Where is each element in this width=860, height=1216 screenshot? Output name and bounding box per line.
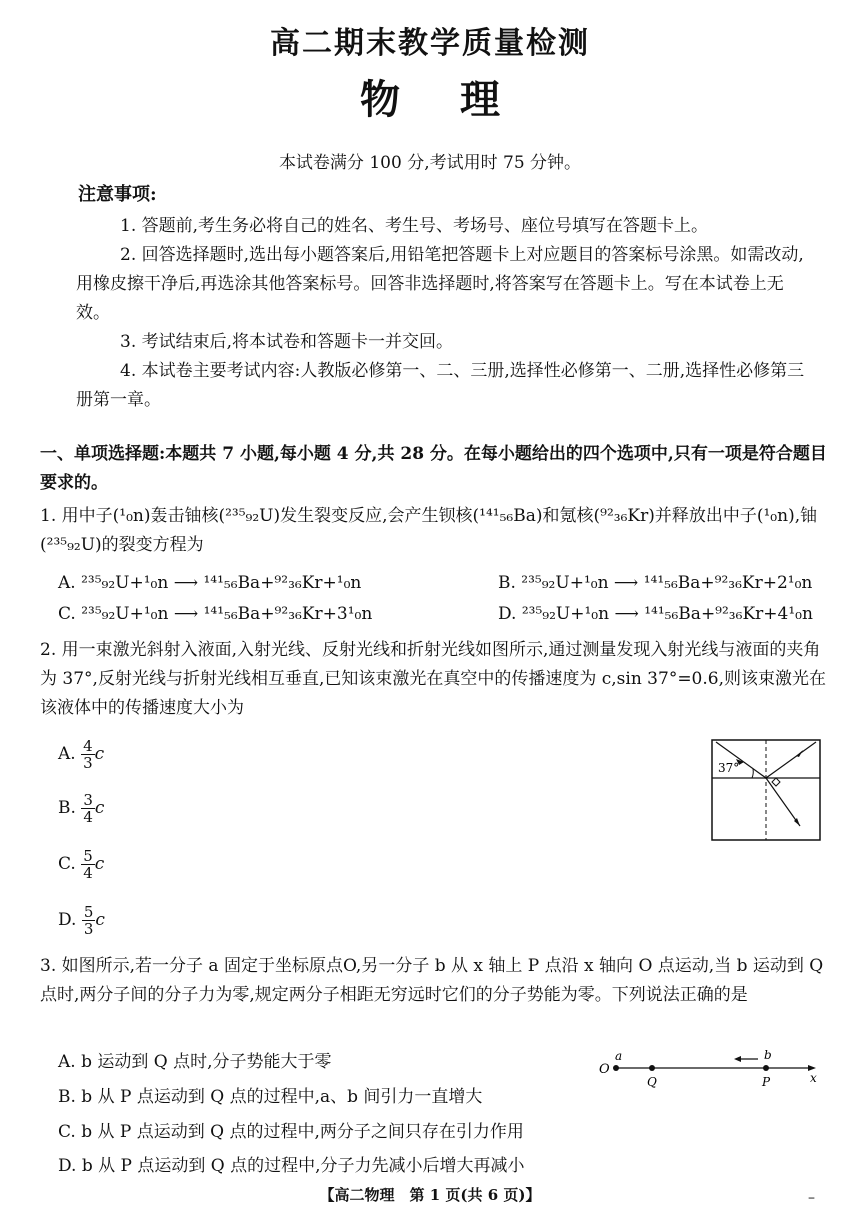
note-item: 4. 本试卷主要考试内容:人教版必修第一、二、三册,选择性必修第一、二册,选择性必修第三册第一章。: [76, 361, 805, 410]
corner-mark: –: [808, 1190, 815, 1206]
origin-label: O: [599, 1062, 610, 1077]
notes-heading: 注意事项:: [78, 184, 157, 205]
molecule-a: [613, 1065, 619, 1071]
speed-symbol: c: [95, 910, 105, 930]
motion-arrow-icon: [734, 1056, 741, 1062]
q3-option-b: B. b 从 P 点运动到 Q 点的过程中,a、b 间引力一直增大: [58, 1087, 483, 1107]
option-letter: D.: [58, 910, 77, 930]
q1-option-c: C. ²³⁵₉₂U+¹₀n ⟶ ¹⁴¹₅₆Ba+⁹²₃₆Kr+3¹₀n: [58, 604, 373, 624]
molecule-b-label: b: [764, 1048, 772, 1062]
angle-arc: [752, 769, 753, 778]
speed-symbol: c: [94, 798, 105, 818]
fraction: [82, 904, 96, 937]
numerator: 5: [83, 847, 93, 865]
angle-label: 37°: [718, 761, 740, 775]
numerator: 4: [83, 737, 93, 755]
q2-option-c: [58, 848, 104, 881]
numerator: 3: [83, 791, 93, 809]
q2-option-a: [58, 738, 104, 771]
q1-option-a: A. ²³⁵₉₂U+¹₀n ⟶ ¹⁴¹₅₆Ba+⁹²₃₆Kr+¹₀n: [58, 573, 362, 593]
page-footer: 【高二物理 第 1 页(共 6 页)】: [319, 1186, 541, 1204]
reflected-arrow-icon: [796, 750, 803, 757]
q3-stem: 3. 如图所示,若一分子 a 固定于坐标原点O,另一分子 b 从 x 轴上 P 点沿 x 轴向 O 点运动,当 b 运动到 Q 点时,两分子间的分子力为零,规定两分子相距无穷远时它们的分子势能为零。下列说法正确的是: [40, 956, 824, 1005]
subject-title: 物理: [360, 76, 560, 123]
refracted-ray: [766, 778, 800, 826]
note-item: 3. 考试结束后,将本试卷和答题卡一并交回。: [120, 332, 454, 352]
fraction: [81, 792, 95, 825]
point-p-label: P: [762, 1075, 771, 1089]
x-axis-label: x: [810, 1071, 817, 1085]
q1-option-d: D. ²³⁵₉₂U+¹₀n ⟶ ¹⁴¹₅₆Ba+⁹²₃₆Kr+4¹₀n: [498, 604, 813, 624]
point-q: [649, 1065, 655, 1071]
denominator: 4: [83, 864, 93, 882]
option-letter: A.: [58, 744, 76, 764]
note-item: 2. 回答选择题时,选出每小题答案后,用铅笔把答题卡上对应题目的答案标号涂黑。如需改动,用橡皮擦干净后,再选涂其他答案标号。回答非选择题时,将答案写在答题卡上。写在本试卷上无效。: [76, 245, 804, 323]
q2-option-d: [58, 904, 105, 937]
point-q-label: Q: [647, 1075, 657, 1089]
exam-info: 本试卷满分 100 分,考试用时 75 分钟。: [278, 153, 582, 173]
denominator: 3: [83, 920, 94, 938]
section-heading: 一、单项选择题:本题共 7 小题,每小题 4 分,共 28 分。在每小题给出的四个选项中,只有一项是符合题目要求的。: [40, 444, 827, 493]
q3-option-c: C. b 从 P 点运动到 Q 点的过程中,两分子之间只存在引力作用: [58, 1122, 524, 1142]
molecule-a-label: a: [615, 1049, 623, 1063]
denominator: 4: [83, 808, 93, 826]
fraction: [81, 848, 95, 881]
denominator: 3: [83, 754, 93, 772]
note-item: 1. 答题前,考生务必将自己的姓名、考生号、考场号、座位号填写在答题卡上。: [120, 216, 709, 236]
q1-option-b: B. ²³⁵₉₂U+¹₀n ⟶ ¹⁴¹₅₆Ba+⁹²₃₆Kr+2¹₀n: [498, 573, 813, 593]
refraction-figure: [708, 738, 824, 844]
q1-stem: 1. 用中子(¹₀n)轰击铀核(²³⁵₉₂U)发生裂变反应,会产生钡核(¹⁴¹₅₆Ba)和氪核(⁹²₃₆Kr)并释放出中子(¹₀n),铀(²³⁵₉₂U)的裂变方程为: [40, 506, 818, 555]
q3-option-d: D. b 从 P 点运动到 Q 点的过程中,分子力先减小后增大再减小: [58, 1156, 525, 1176]
exam-title: 高二期末教学质量检测: [270, 26, 590, 61]
molecule-axis-figure: [596, 1046, 826, 1090]
option-letter: C.: [58, 854, 76, 874]
speed-symbol: c: [94, 854, 105, 874]
reflected-ray: [766, 742, 816, 778]
q2-option-b: [58, 792, 104, 825]
q2-stem: 2. 用一束激光斜射入液面,入射光线、反射光线和折射光线如图所示,通过测量发现入射光线与液面的夹角为 37°,反射光线与折射光线相互垂直,已知该束激光在真空中的传播速度为 c,sin 37°=0.6,则该束激光在该液体中的传播速度大小为: [40, 640, 826, 718]
fraction: [81, 738, 95, 771]
molecule-b: [763, 1065, 769, 1071]
numerator: 5: [83, 903, 94, 921]
q3-option-a: A. b 运动到 Q 点时,分子势能大于零: [58, 1052, 332, 1072]
right-angle-mark: [772, 778, 780, 786]
speed-symbol: c: [94, 744, 105, 764]
option-letter: B.: [58, 798, 76, 818]
